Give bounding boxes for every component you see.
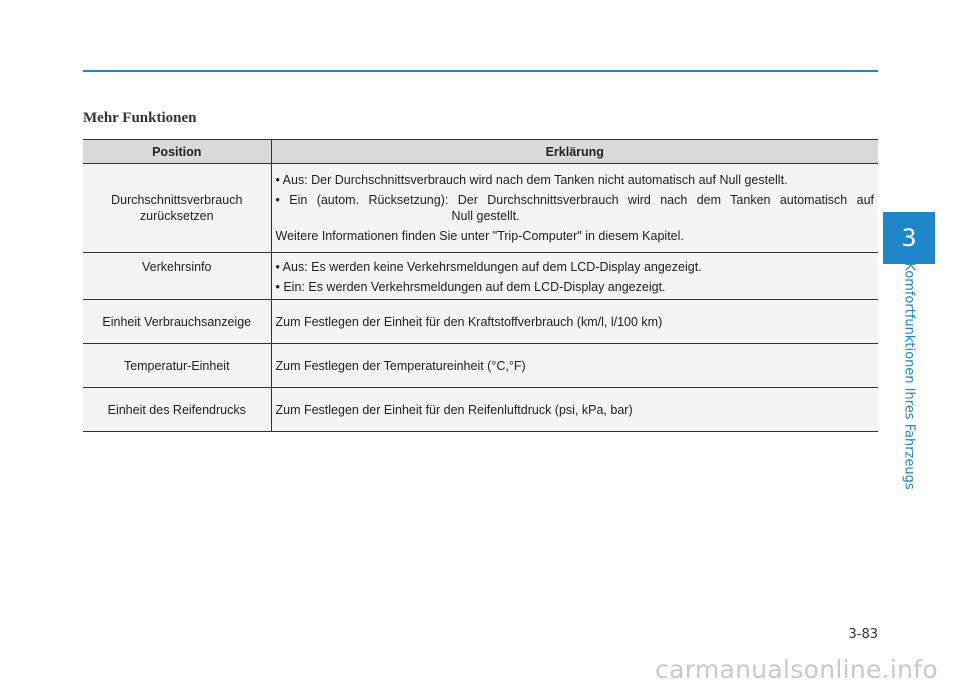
table-header-row xyxy=(83,140,878,164)
row-position: Einheit Verbrauchsanzeige xyxy=(83,300,271,344)
chapter-number: 3 xyxy=(901,224,917,252)
header-position: Position xyxy=(83,140,271,164)
explanation-line: Weitere Informationen finden Sie unter "Trip-Computer" in diesem Kapitel. xyxy=(275,229,684,243)
row-explanation: Zum Festlegen der Einheit für den Reifenluftdruck (psi, kPa, bar) xyxy=(271,388,878,432)
row-explanation xyxy=(271,253,878,300)
table-row xyxy=(83,344,878,388)
row-position: Verkehrsinfo xyxy=(83,253,271,300)
chapter-tab xyxy=(883,212,935,264)
explanation-line: • Aus: Der Durchschnittsverbrauch wird nach dem Tanken nicht automatisch auf Null gestellt. xyxy=(275,173,788,187)
row-position: Temperatur-Einheit xyxy=(83,344,271,388)
table-row xyxy=(83,388,878,432)
top-rule xyxy=(83,70,878,72)
explanation-line: • Aus: Es werden keine Verkehrsmeldungen auf dem LCD-Display angezeigt. xyxy=(275,260,702,274)
explanation-line: Null gestellt. xyxy=(451,209,520,223)
table-row xyxy=(83,164,878,253)
page-number: 3-83 xyxy=(848,627,878,642)
table-row xyxy=(83,300,878,344)
row-explanation: Zum Festlegen der Temperatureinheit (°C,°F) xyxy=(271,344,878,388)
functions-table xyxy=(83,139,878,432)
watermark: carmanualsonline.info xyxy=(655,655,938,684)
row-position xyxy=(83,164,271,253)
row-explanation xyxy=(271,164,878,253)
row-position: Einheit des Reifendrucks xyxy=(83,388,271,432)
explanation-line: • Ein: Es werden Verkehrsmeldungen auf dem LCD-Display angezeigt. xyxy=(275,280,666,294)
position-text: Durchschnittsverbrauch zurücksetzen xyxy=(111,193,243,223)
chapter-label: Komfortfunktionen Ihres Fahrzeugs xyxy=(901,262,917,490)
explanation-line: • Ein (autom. Rücksetzung): Der Durchschnittsverbrauch wird nach dem Tanken automatisch auf xyxy=(275,193,874,207)
header-explanation: Erklärung xyxy=(271,140,878,164)
row-explanation: Zum Festlegen der Einheit für den Kraftstoffverbrauch (km/l, l/100 km) xyxy=(271,300,878,344)
table-row xyxy=(83,253,878,300)
section-title: Mehr Funktionen xyxy=(83,110,197,126)
